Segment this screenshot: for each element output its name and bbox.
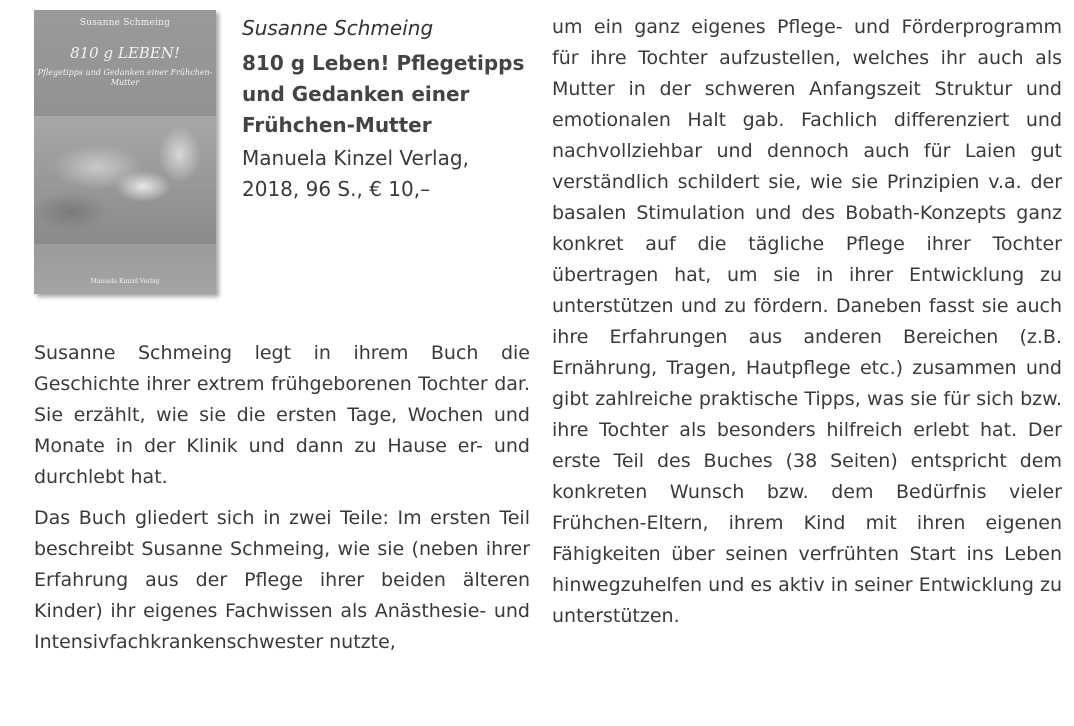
cover-photo [34, 116, 216, 244]
review-paragraph-3: um ein ganz eigenes Pflege- und Förderprogramm für ihre Tochter aufzustellen, welches ihr auch als Mutter in der schweren Anfangszeit Struktur und emotionalen Halt gab. Fachlich differenziert und nachvollziehbar und dennoch auch für Laien gut verständlich schildert sie, wie sie Prinzipien v.a. der basalen Stimulation und des Bobath-Konzepts ganz konkret auf die tägliche Pflege ihrer Tochter übertragen hat, um sie in ihrer Entwicklung zu unterstützen und zu fördern. Daneben fasst sie auch ihre Erfahrungen aus anderen Bereichen (z.B. Ernährung, Tragen, Hautpflege etc.) zusammen und gibt zahlreiche praktische Tipps, was sie für sich bzw. ihre Tochter als besonders hilfreich erlebt hat. Der erste Teil des Buches (38 Seiten) entspricht dem konkreten Wunsch bzw. dem Bedürfnis vieler Frühchen-Eltern, ihrem Kind mit ihren eigenen Fähigkeiten über seinen verfrühten Start ins Leben hinwegzuhelfen und es aktiv in seiner Entwicklung zu unterstützen. [552, 16, 1062, 627]
review-header [34, 10, 530, 310]
book-cover-image [34, 10, 216, 294]
cover-subtitle: Pflegetipps und Gedanken einer Frühchen-Mutter [37, 68, 213, 87]
cover-title: 810 g LEBEN! [70, 44, 180, 62]
cover-author: Susanne Schmeing [79, 18, 171, 28]
book-author: Susanne Schmeing [242, 16, 434, 40]
book-publisher: Manuela Kinzel Verlag, [242, 146, 469, 170]
cover-publisher: Manuela Kinzel Verlag [90, 278, 160, 285]
book-meta [242, 16, 532, 205]
right-column [552, 12, 1062, 632]
book-details: 2018, 96 S., € 10,– [242, 177, 431, 201]
review-paragraph-2: Das Buch gliedert sich in zwei Teile: Im ersten Teil beschreibt Susanne Schmeing, wie sie (neben ihrer Erfahrung aus der Pflege ihrer beiden älteren Kinder) ihr eigenes Fachwissen als Anästhesie- und Intensivfachkrankenschwester nutzte, [34, 507, 530, 653]
left-column [34, 10, 530, 658]
book-title: 810 g Leben! Pflegetipps und Gedanken einer Frühchen-Mutter [242, 51, 525, 137]
review-paragraph-1: Susanne Schmeing legt in ihrem Buch die Geschichte ihrer extrem frühgeborenen Tochter dar. Sie erzählt, wie sie die ersten Tage, Wochen und Monate in der Klinik und dann zu Hause er- und durchlebt hat. [34, 342, 530, 488]
